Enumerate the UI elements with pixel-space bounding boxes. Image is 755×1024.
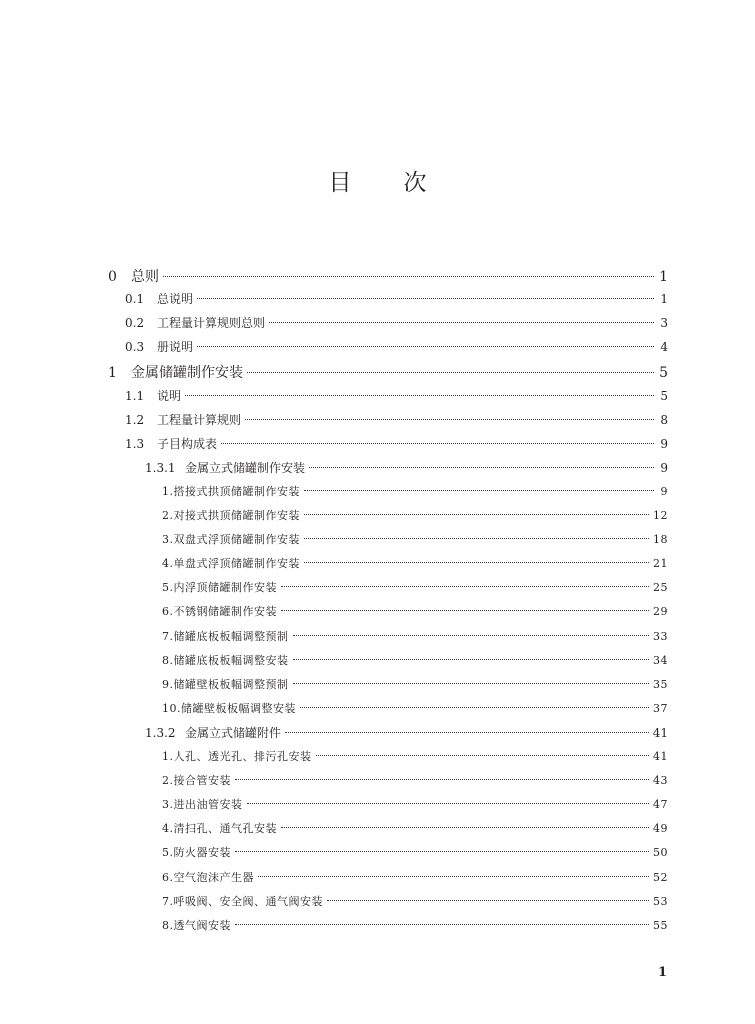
toc-entry-label: 10.储罐壁板板幅调整安装 [162, 701, 296, 715]
toc-entry[interactable] [162, 893, 668, 915]
toc-entry-label: 4.清扫孔、通气孔安装 [162, 822, 277, 836]
toc-entry-label: 工程量计算规则总则 [157, 316, 266, 331]
toc-entry-label: 总则 [131, 269, 159, 285]
toc-entry[interactable] [162, 844, 668, 866]
toc-dot-leader [197, 346, 654, 347]
toc-entry-page: 29 [653, 605, 668, 619]
toc-dot-leader [293, 635, 650, 636]
title-char-1: 目 [328, 169, 352, 196]
toc-entry-label: 子目构成表 [157, 436, 218, 451]
toc-entry[interactable] [125, 290, 668, 312]
toc-entry-label: 9.储罐壁板板幅调整预制 [162, 677, 289, 691]
toc-entry-page: 12 [653, 509, 668, 522]
toc-entry[interactable] [162, 676, 668, 698]
toc-entry[interactable] [162, 700, 668, 722]
toc-entry-label: 2.对接式拱顶储罐制作安装 [162, 509, 300, 522]
page-number: 1 [657, 965, 667, 980]
toc-entry[interactable] [162, 869, 668, 891]
toc-entry-page: 9 [660, 484, 668, 498]
toc-dot-leader [235, 779, 649, 780]
toc-entry-label: 金属储罐制作安装 [131, 365, 243, 382]
toc-entry-number: 0 [108, 269, 117, 285]
toc-entry-number: 1.1 [125, 388, 145, 403]
toc-dot-leader [316, 755, 650, 756]
toc-dot-leader [304, 490, 654, 491]
toc-entry-page: 9 [660, 460, 668, 475]
page-title [0, 165, 755, 195]
toc-entry-page: 43 [653, 774, 668, 788]
toc-dot-leader [304, 514, 649, 515]
toc-entry[interactable] [125, 314, 668, 336]
toc-entry-label: 6.空气泡沫产生器 [162, 870, 254, 884]
toc-entry[interactable] [125, 411, 668, 433]
toc-entry-page: 55 [653, 918, 668, 932]
toc-entry-label: 1.人孔、透光孔、排污孔安装 [162, 750, 312, 763]
toc-entry-label: 工程量计算规则 [157, 412, 242, 427]
toc-dot-leader [185, 395, 654, 396]
toc-dot-leader [247, 803, 650, 804]
toc-entry-page: 9 [660, 436, 668, 451]
toc-entry[interactable] [162, 628, 668, 650]
toc-dot-leader [197, 298, 654, 299]
toc-entry[interactable] [162, 917, 668, 939]
toc-entry-label: 7.储罐底板板幅调整预制 [162, 629, 289, 643]
toc-entry-page: 3 [660, 316, 668, 331]
toc-entry-page: 47 [653, 798, 668, 812]
toc-dot-leader [300, 707, 649, 708]
toc-dot-leader [235, 924, 649, 925]
toc-entry-label: 总说明 [157, 292, 194, 307]
toc-dot-leader [247, 372, 654, 373]
toc-entry-page: 37 [653, 701, 668, 715]
toc-dot-leader [293, 683, 650, 684]
toc-entry-page: 18 [653, 533, 668, 547]
toc-entry-label: 金属立式储罐附件 [185, 725, 282, 740]
toc-entry-number: 1.3 [125, 436, 145, 451]
toc-entry-page: 34 [653, 653, 668, 667]
toc-entry-label: 册说明 [157, 340, 194, 355]
toc-dot-leader [281, 586, 649, 587]
toc-entry[interactable] [108, 266, 668, 288]
toc-dot-leader [293, 659, 650, 660]
toc-dot-leader [269, 322, 654, 323]
toc-entry-label: 2.接合管安装 [162, 774, 231, 788]
toc-entry[interactable] [162, 555, 668, 577]
toc-entry[interactable] [145, 459, 668, 481]
toc-entry-label: 6.不锈钢储罐制作安装 [162, 605, 277, 619]
toc-entry-number: 0.1 [125, 292, 145, 307]
toc-dot-leader [258, 876, 649, 877]
toc-entry-page: 1 [659, 269, 668, 285]
toc-entry-label: 8.透气阀安装 [162, 918, 231, 932]
title-char-2: 次 [403, 169, 427, 196]
toc-entry-number: 0.2 [125, 316, 145, 331]
toc-entry-page: 1 [660, 292, 668, 307]
toc-entry[interactable] [162, 603, 668, 625]
toc-entry-number: 1.2 [125, 412, 145, 427]
toc-dot-leader [163, 276, 654, 277]
toc-entry-page: 8 [660, 412, 668, 427]
toc-entry-page: 49 [653, 822, 668, 836]
toc-entry[interactable] [145, 724, 668, 746]
toc-dot-leader [304, 538, 649, 539]
toc-entry-label: 3.双盘式浮顶储罐制作安装 [162, 533, 300, 547]
toc-dot-leader [281, 827, 649, 828]
toc-entry-label: 7.呼吸阀、安全阀、通气阀安装 [162, 894, 323, 908]
toc-entry-label: 4.单盘式浮顶储罐制作安装 [162, 557, 300, 571]
toc-entry[interactable] [162, 507, 668, 529]
toc-entry-page: 53 [653, 894, 668, 908]
toc-entry[interactable] [162, 820, 668, 842]
toc-entry-page: 35 [653, 677, 668, 691]
toc-entry[interactable] [162, 579, 668, 601]
toc-entry-number: 1.3.2 [145, 725, 176, 740]
toc-entry[interactable] [125, 338, 668, 360]
toc-entry[interactable] [162, 748, 668, 770]
toc-entry-label: 8.储罐底板板幅调整安装 [162, 653, 289, 667]
toc-entry-label: 金属立式储罐制作安装 [185, 460, 306, 475]
toc-entry[interactable] [108, 362, 668, 384]
toc-entry-label: 5.防火器安装 [162, 846, 231, 860]
toc-dot-leader [221, 443, 654, 444]
toc-entry-page: 52 [653, 870, 668, 884]
toc-entry[interactable] [162, 772, 668, 794]
toc-entry-page: 5 [659, 365, 668, 382]
toc-entry-number: 0.3 [125, 340, 145, 355]
toc-entry-label: 说明 [157, 388, 182, 403]
toc-entry[interactable] [125, 435, 668, 457]
toc-entry-label: 5.内浮顶储罐制作安装 [162, 581, 277, 595]
toc-entry[interactable] [162, 652, 668, 674]
toc-entry-page: 21 [653, 557, 668, 571]
toc-entry-label: 3.进出油管安装 [162, 798, 243, 812]
toc-dot-leader [281, 610, 649, 611]
toc-entry[interactable] [125, 387, 668, 409]
toc-entry-page: 41 [652, 725, 668, 740]
toc-entry-page: 50 [653, 846, 668, 860]
toc-entry-page: 4 [660, 340, 668, 355]
toc-entry-page: 41 [653, 750, 668, 763]
toc-dot-leader [245, 419, 654, 420]
toc-entry[interactable] [162, 796, 668, 818]
toc-entry-page: 5 [660, 388, 668, 403]
toc-entry[interactable] [162, 483, 668, 505]
toc-entry[interactable] [162, 531, 668, 553]
toc-dot-leader [327, 900, 649, 901]
toc-entry-page: 33 [653, 629, 668, 643]
toc-dot-leader [304, 562, 649, 563]
toc-entry-number: 1 [108, 365, 117, 382]
toc-dot-leader [309, 467, 654, 468]
toc-dot-leader [285, 732, 649, 733]
toc-dot-leader [235, 851, 649, 852]
toc-entry-number: 1.3.1 [145, 460, 176, 475]
toc-entry-page: 25 [653, 581, 668, 595]
toc-entry-label: 1.搭接式拱顶储罐制作安装 [162, 484, 300, 498]
